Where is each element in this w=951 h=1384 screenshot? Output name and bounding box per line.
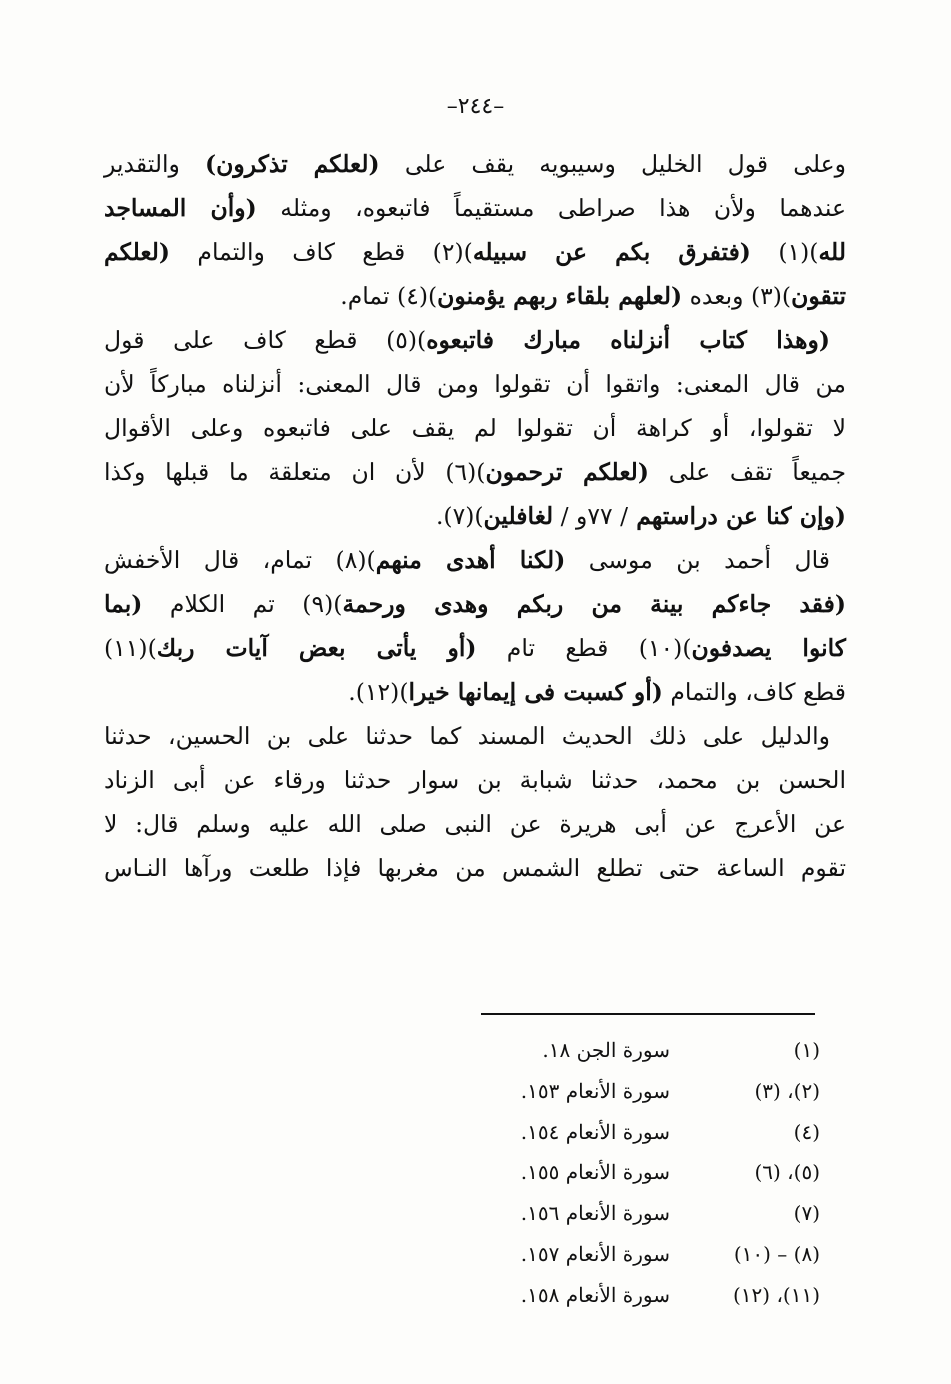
quran-quote: (فتفرق بكم عن سبيله bbox=[472, 238, 751, 266]
footnote-text: سورة الجن ١٨. bbox=[542, 1038, 670, 1062]
text-line bbox=[104, 186, 846, 230]
text-segment: )(١٠) قطع تام bbox=[476, 634, 692, 662]
quran-quote: (لعلهم بلقاء ربهم يؤمنون bbox=[437, 282, 683, 310]
text-segment: )(٣) وبعده bbox=[682, 282, 792, 310]
footnote bbox=[440, 1152, 820, 1193]
quran-quote: (لعلكم ترحمون bbox=[485, 458, 649, 486]
footnote-number: (١) bbox=[793, 1038, 820, 1062]
text-segment: الحسن بن محمد، حدثنا شبابة بن سوار حدثنا ورقاء عن أبى الزناد bbox=[104, 766, 846, 794]
footnote bbox=[440, 1030, 820, 1071]
footnote bbox=[440, 1275, 820, 1316]
quran-quote: (فقد جاءكم بينة من ربكم وهدى ورحمة bbox=[342, 590, 847, 618]
text-line bbox=[104, 142, 846, 186]
text-segment: قطع كاف، والتمام bbox=[662, 678, 846, 706]
footnote bbox=[440, 1071, 820, 1112]
text-segment: )(٨) تمام، قال الأخفش bbox=[104, 546, 376, 574]
text-segment: )(١١) bbox=[104, 634, 157, 662]
text-segment: والدليل على ذلك الحديث المسند كما حدثنا على بن الحسين، حدثنا bbox=[104, 722, 830, 750]
text-line bbox=[104, 450, 846, 494]
text-line bbox=[104, 406, 846, 450]
footnote-number: (٨) – (١٠) bbox=[733, 1241, 820, 1266]
quran-quote: لله bbox=[818, 238, 846, 266]
text-line bbox=[104, 274, 846, 318]
quran-quote: (أو كسبت فى إيمانها خيرا bbox=[408, 678, 663, 706]
quran-quote: (لعلكم bbox=[104, 238, 171, 266]
text-segment: عندهما ولأن هذا صراطى مستقيماً فاتبعوه، ومثله bbox=[256, 194, 846, 222]
footnote-text: سورة الأنعام ١٥٦. bbox=[520, 1201, 670, 1226]
footnote bbox=[440, 1193, 820, 1234]
footnotes bbox=[440, 1030, 820, 1316]
footnote-number: (٥)، (٦) bbox=[754, 1160, 820, 1185]
text-line bbox=[104, 494, 846, 538]
text-line bbox=[104, 758, 846, 802]
quran-quote: تتقون bbox=[791, 282, 846, 310]
text-segment: جميعاً تقف على bbox=[648, 458, 846, 486]
footnote-number: (٤) bbox=[793, 1119, 820, 1144]
text-segment: )(١) bbox=[750, 238, 819, 266]
quran-quote: كانوا يصدفون bbox=[691, 634, 846, 662]
footnote bbox=[440, 1234, 820, 1275]
text-segment: )(٦) لأن ان متعلقة ما قبلها وكذا bbox=[104, 458, 486, 486]
footnote-separator bbox=[481, 1013, 815, 1015]
text-segment: )(٤) تمام. bbox=[340, 282, 438, 310]
text-segment: لا تقولوا، أو كراهة أن تقولوا لم يقف على فاتبعوه وعلى الأقوال bbox=[104, 414, 846, 442]
body-text bbox=[104, 142, 846, 982]
quran-quote: (بما bbox=[104, 590, 143, 618]
text-line bbox=[104, 626, 846, 670]
text-segment: )(٧). bbox=[435, 502, 484, 530]
text-segment: وعلى قول الخليل وسيبويه يقف على bbox=[379, 150, 846, 178]
footnote-text: سورة الأنعام ١٥٧. bbox=[520, 1241, 670, 1266]
quran-quote: (وأن المساجد bbox=[104, 194, 257, 222]
text-segment: )(٢) قطع كاف والتمام bbox=[170, 238, 473, 266]
text-line bbox=[104, 362, 846, 406]
text-segment: تقوم الساعة حتى تطلع الشمس من مغربها فإذا طلعت ورآها النـاس bbox=[104, 854, 846, 882]
page-number: –٢٤٤– bbox=[446, 94, 505, 119]
text-line bbox=[104, 846, 846, 890]
quran-quote: (أو يأتى بعض آيات ربك bbox=[156, 634, 477, 662]
quran-quote: (لعلكم تذكرون) bbox=[205, 150, 380, 178]
footnote bbox=[440, 1112, 820, 1153]
quran-quote: لغافلين bbox=[483, 502, 554, 530]
text-segment: )(٥) قطع كاف على قول bbox=[104, 326, 427, 354]
text-line bbox=[104, 714, 846, 758]
footnote-text: سورة الأنعام ١٥٥. bbox=[520, 1160, 670, 1185]
text-segment: )(٩) تم الكلام bbox=[142, 590, 343, 618]
text-segment: )(١٢). bbox=[348, 678, 409, 706]
footnote-number: (٢)، (٣) bbox=[754, 1078, 820, 1103]
footnote-text: سورة الأنعام ١٥٤. bbox=[520, 1119, 670, 1144]
text-line bbox=[104, 670, 846, 714]
footnote-number: (١١)، (١٢) bbox=[732, 1282, 820, 1307]
footnote-text: سورة الأنعام ١٥٣. bbox=[520, 1078, 670, 1103]
footnote-number: (٧) bbox=[793, 1201, 820, 1226]
quran-quote: (وإن كنا عن دراستهم bbox=[628, 502, 846, 530]
text-segment: / ٧٧و / bbox=[553, 502, 629, 530]
text-line bbox=[104, 802, 846, 846]
text-line bbox=[104, 538, 846, 582]
footnote-text: سورة الأنعام ١٥٨. bbox=[520, 1282, 670, 1307]
text-line bbox=[104, 318, 846, 362]
quran-quote: (لكنا أهدى منهم bbox=[375, 546, 566, 574]
quran-quote: (وهذا كتاب أنزلناه مبارك فاتبعوه bbox=[426, 326, 830, 354]
text-line bbox=[104, 230, 846, 274]
text-segment: عن الأعرج عن أبى هريرة عن النبى صلى الله عليه وسلم قال: لا bbox=[104, 810, 846, 838]
text-line bbox=[104, 582, 846, 626]
text-segment: والتقدير bbox=[104, 150, 206, 178]
text-segment: قال أحمد بن موسى bbox=[565, 546, 830, 574]
text-segment: من قال المعنى: واتقوا أن تقولوا ومن قال المعنى: أنزلناه مباركاً لأن bbox=[104, 370, 846, 398]
